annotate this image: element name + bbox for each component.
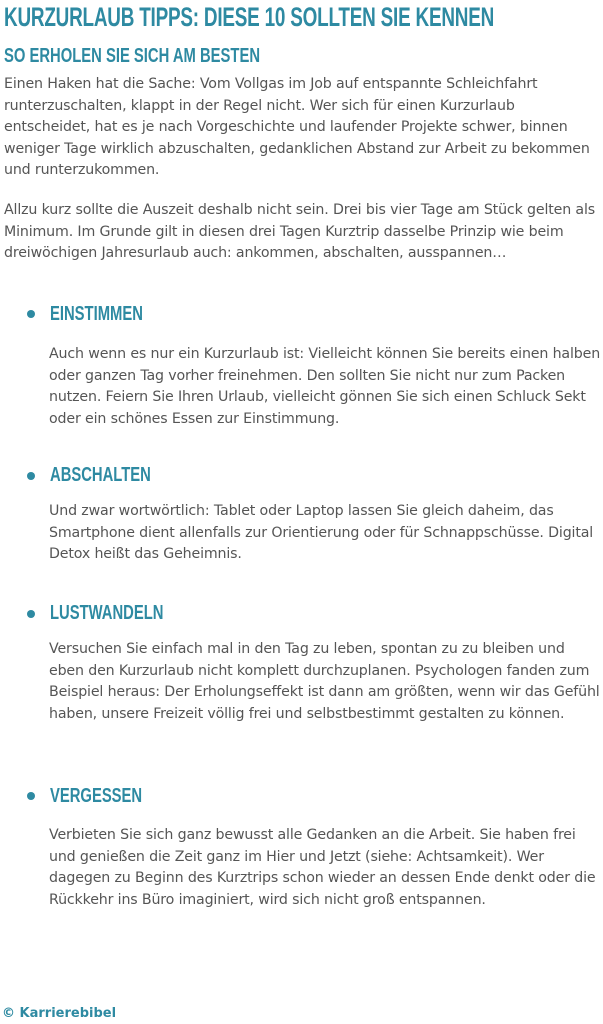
intro-paragraph: Allzu kurz sollte die Auszeit deshalb nicht sein. Drei bis vier Tage am Stück gelten als Minimum. Im Grunde gilt in diesen drei Tagen Kurztrip dasselbe Prinzip wie beim dreiwöchigen Jahresurlaub auch: ankommen, abschalten, ausspannen… [4,202,596,261]
section-text: Und zwar wortwörtlich: Tablet oder Laptop lassen Sie gleich daheim, das Smartphone dient allenfalls zur Orientierung oder für Schnappschüsse. Digital Detox heißt das Geheimnis. [49,503,594,562]
bullet-icon [27,310,35,318]
section-heading-abschalten: ABSCHALTEN [50,464,151,486]
subtitle: SO ERHOLEN SIE SICH AM BESTEN [4,45,261,67]
bullet-icon [27,792,35,800]
section-text: Verbieten Sie sich ganz bewusst alle Gedanken an die Arbeit. Sie haben frei und genießen die Zeit ganz im Hier und Jetzt (siehe: Achtsamkeit). Wer dagegen zu Beginn des Kurztrips schon wieder an dessen Ende denkt oder die Rückkehr ins Büro imaginiert, wird sich nicht groß entspannen. [49,827,596,908]
bullet-icon [27,472,35,480]
copyright-footer: © Karrierebibel [2,1006,117,1021]
page-title: KURZURLAUB TIPPS: DIESE 10 SOLLTEN SIE KENNEN [4,2,495,32]
section-text: Auch wenn es nur ein Kurzurlaub ist: Vielleicht können Sie bereits einen halben oder ganzen Tag vorher freinehmen. Den sollten Sie nicht nur zum Packen nutzen. Feiern Sie Ihren Urlaub, vielleicht gönnen Sie sich einen Schluck Sekt oder ein schönes Essen zur Einstimmung. [49,346,601,427]
section-heading-lustwandeln: LUSTWANDELN [50,602,164,624]
section-text: Versuchen Sie einfach mal in den Tag zu leben, spontan zu zu bleiben und eben den Kurzurlaub nicht komplett durchzuplanen. Psychologen fanden zum Beispiel heraus: Der Erholungseffekt ist dann am größten, wenn wir das Gefühl haben, unsere Freizeit völlig frei und selbstbestimmt gestalten zu können. [49,641,600,722]
intro-paragraph: Einen Haken hat die Sache: Vom Vollgas im Job auf entspannte Schleichfahrt runterzuschalten, klappt in der Regel nicht. Wer sich für einen Kurzurlaub entscheidet, hat es je nach Vorgeschichte und laufender Projekte schwer, binnen weniger Tage wirklich abzuschalten, gedanklichen Abstand zur Arbeit zu bekommen und runterzukommen. [4,76,590,178]
section-heading-einstimmen: EINSTIMMEN [50,303,143,325]
section-heading-vergessen: VERGESSEN [50,785,143,807]
bullet-icon [27,610,35,618]
